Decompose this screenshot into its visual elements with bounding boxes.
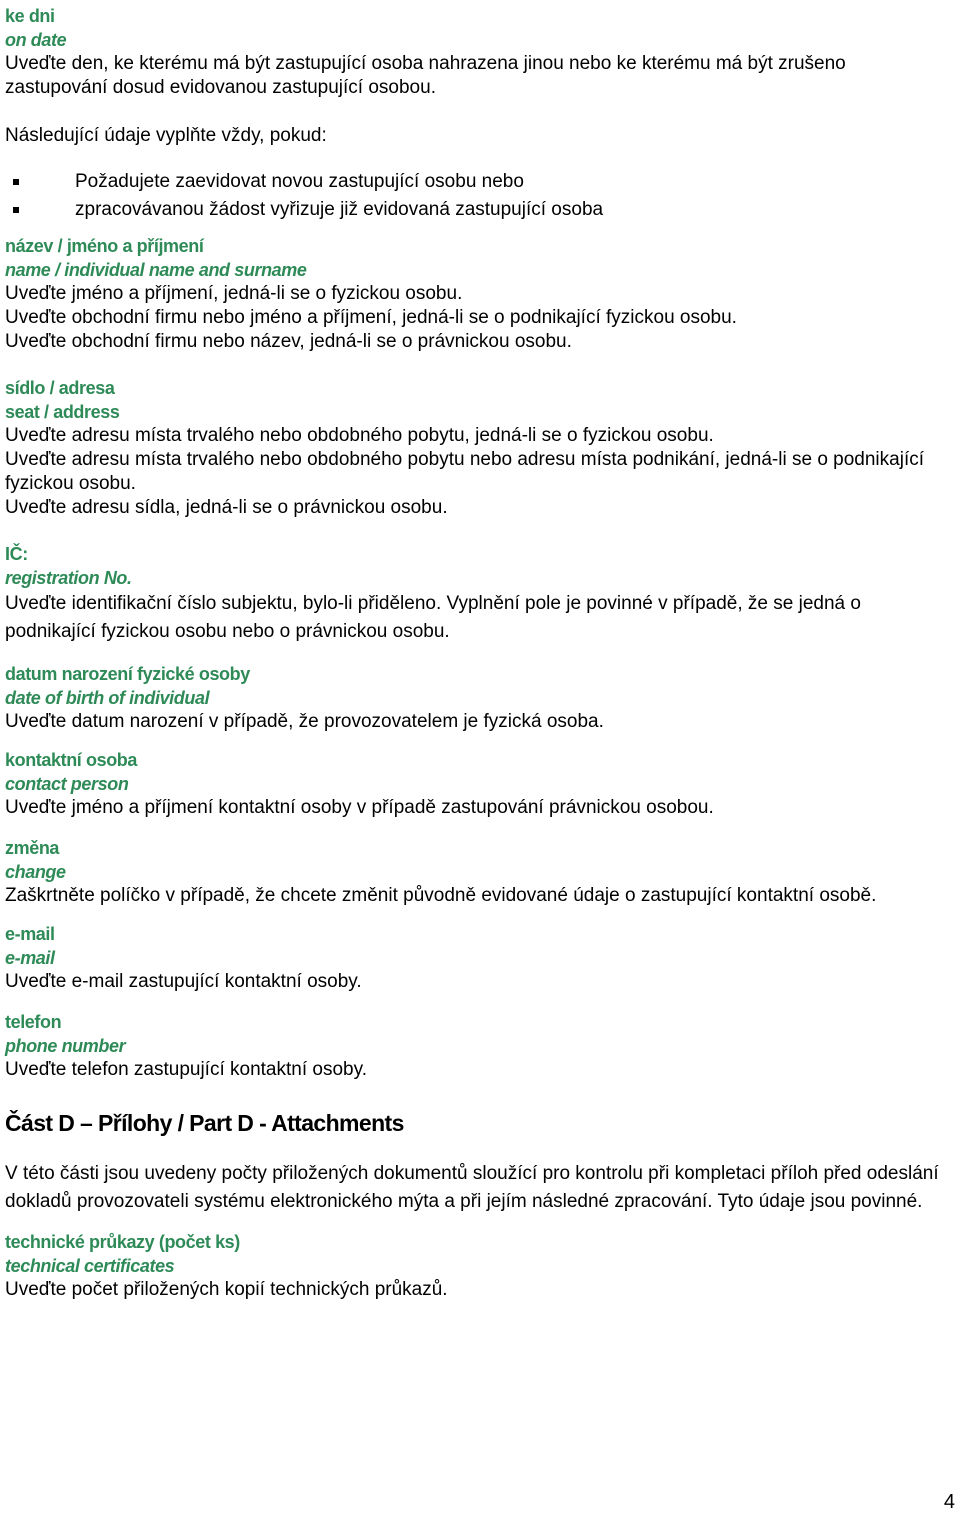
phone-description: Uveďte telefon zastupující kontaktní osoby. — [5, 1059, 367, 1080]
phone-label-en: phone number — [5, 1036, 126, 1056]
contact-label-cz: kontaktní osoba — [5, 750, 138, 770]
seat-line: Uveďte adresu místa trvalého nebo obdobného pobytu, jedná-li se o fyzickou osobu. — [5, 425, 714, 446]
email-description: Uveďte e-mail zastupující kontaktní osoby. — [5, 971, 362, 992]
on-date-label-cz: ke dni — [5, 6, 55, 26]
tech-label-en: technical certificates — [5, 1256, 175, 1276]
tech-description: Uveďte počet přiložených kopií technických průkazů. — [5, 1279, 448, 1300]
list-item: Požadujete zaevidovat novou zastupující osobu nebo — [75, 168, 953, 196]
part-d-description: V této části jsou uvedeny počty přiložených dokumentů sloužící pro kontrolu při kompletaci příloh před odeslání dokladů provozovateli systému elektronického mýta a při jejím následné zpracování. Tyto údaje jsou povinné. — [5, 1163, 939, 1212]
dob-description: Uveďte datum narození v případě, že provozovatelem je fyzická osoba. — [5, 711, 604, 732]
tech-label-cz: technické průkazy (počet ks) — [5, 1232, 240, 1252]
conditions-list — [5, 168, 953, 224]
ic-description: Uveďte identifikační číslo subjektu, bylo-li přiděleno. Vyplnění pole je povinné v případě, že se jedná o podnikající fyzickou osobu nebo o právnickou osobu. — [5, 593, 861, 642]
name-label-cz: název / jméno a příjmení — [5, 236, 204, 256]
part-d-heading: Část D – Přílohy / Part D - Attachments — [5, 1110, 404, 1136]
change-description: Zaškrtněte políčko v případě, že chcete změnit původně evidované údaje o zastupující kontaktní osobě. — [5, 885, 877, 906]
change-label-en: change — [5, 862, 66, 882]
name-label-en: name / individual name and surname — [5, 260, 307, 280]
document-page — [5, 4, 953, 1302]
list-item: zpracovávanou žádost vyřizuje již evidovaná zastupující osoba — [75, 196, 953, 224]
on-date-label-en: on date — [5, 30, 67, 50]
name-line: Uveďte obchodní firmu nebo název, jedná-li se o právnickou osobu. — [5, 331, 572, 352]
seat-label-cz: sídlo / adresa — [5, 378, 115, 398]
page-number: 4 — [943, 1491, 955, 1513]
name-line: Uveďte obchodní firmu nebo jméno a příjmení, jedná-li se o podnikající fyzickou osobu. — [5, 307, 737, 328]
seat-line: Uveďte adresu místa trvalého nebo obdobného pobytu nebo adresu místa podnikání, jedná-li se o podnikající fyzickou osobu. — [5, 449, 924, 494]
dob-label-en: date of birth of individual — [5, 688, 210, 708]
ic-label-en: registration No. — [5, 568, 132, 588]
email-label-en: e-mail — [5, 948, 55, 968]
phone-label-cz: telefon — [5, 1012, 62, 1032]
square-bullet-icon — [13, 207, 19, 213]
seat-line: Uveďte adresu sídla, jedná-li se o právnickou osobu. — [5, 497, 448, 518]
email-label-cz: e-mail — [5, 924, 55, 944]
on-date-description: Uveďte den, ke kterému má být zastupující osoba nahrazena jinou nebo ke kterému má být zrušeno zastupování dosud evidovanou zastupující osobou. — [5, 53, 846, 98]
intro-text: Následující údaje vyplňte vždy, pokud: — [5, 125, 327, 146]
contact-label-en: contact person — [5, 774, 129, 794]
seat-label-en: seat / address — [5, 402, 120, 422]
ic-label-cz: IČ: — [5, 544, 28, 564]
dob-label-cz: datum narození fyzické osoby — [5, 664, 250, 684]
change-label-cz: změna — [5, 838, 60, 858]
name-line: Uveďte jméno a příjmení, jedná-li se o fyzickou osobu. — [5, 283, 463, 304]
contact-description: Uveďte jméno a příjmení kontaktní osoby v případě zastupování právnickou osobou. — [5, 797, 714, 818]
square-bullet-icon — [13, 179, 19, 185]
